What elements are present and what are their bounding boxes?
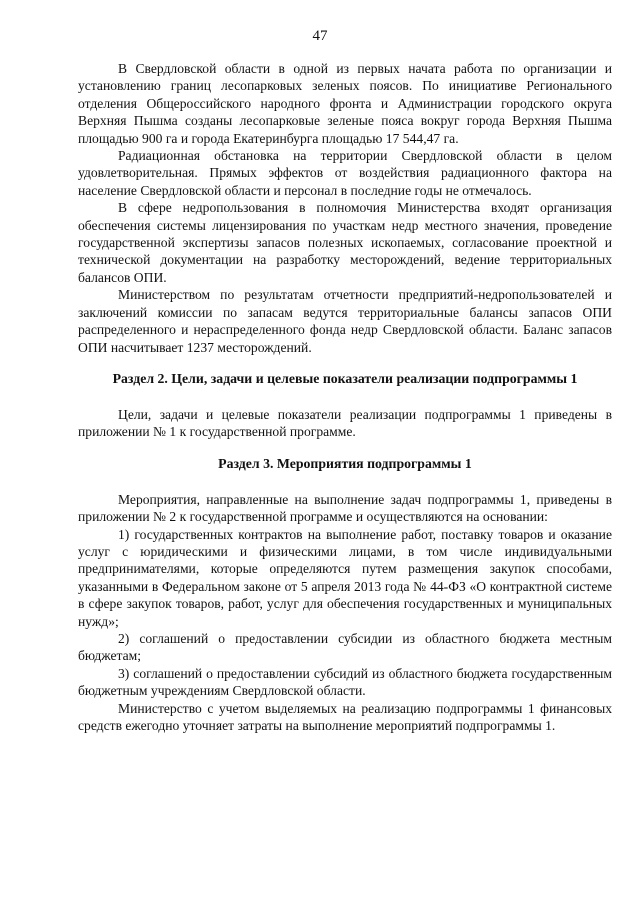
- section-2-text: Цели, задачи и целевые показатели реализации подпрограммы 1 приведены в приложении № 1 к государственной программе.: [78, 406, 612, 440]
- section-3-heading: Раздел 3. Мероприятия подпрограммы 1: [218, 455, 472, 471]
- section-3-intro: Мероприятия, направленные на выполнение задач подпрограммы 1, приведены в приложении № 2 к государственной программе и осуществляются на основании:: [78, 491, 612, 525]
- document-body: [78, 60, 612, 734]
- paragraph-radiation: Радиационная обстановка на территории Свердловской области в целом удовлетворительная. Прямых эффектов от воздействия радиационного фактора на население Свердловской области и персонал в последние годы не отмечалось.: [78, 148, 612, 198]
- section-2-heading: Раздел 2. Цели, задачи и целевые показатели реализации подпрограммы 1: [112, 370, 578, 386]
- list-item: 1) государственных контрактов на выполнение работ, поставку товаров и оказание услуг с юридическими и физическими лицами, в том числе индивидуальными предпринимателями, которые определяются путем размещения закупок способами, указанными в Федеральном законе от 5 апреля 2013 года № 44-ФЗ «О контрактной системе в сфере закупок товаров, работ, услуг для обеспечения государственных и муниципальных нужд»;: [78, 526, 612, 629]
- section-3-closing: Министерство с учетом выделяемых на реализацию подпрограммы 1 финансовых средств ежегодно уточняет затраты на выполнение мероприятий подпрограммы 1.: [78, 700, 612, 733]
- paragraph-forest-belts: В Свердловской области в одной из первых начата работа по организации и установлению границ лесопарковых зеленых поясов. По инициативе Регионального отделения Общероссийского народного фронта и Администрации городского округа Верхняя Пышма созданы лесопарковые зеленые пояса вокруг города Верхняя Пышма площадью 900 га и города Екатеринбурга площадью 17 544,47 га.: [78, 61, 612, 146]
- paragraph-subsoil-use: В сфере недропользования в полномочия Министерства входят организация обеспечения системы лицензирования по участкам недр местного значения, проведение государственной экспертизы запасов полезных ископаемых, согласование проектной и технической документации на разработку месторождений, ведение территориальных балансов ОПИ.: [78, 200, 612, 285]
- list-item: 2) соглашений о предоставлении субсидии из областного бюджета местным бюджетам;: [78, 630, 612, 664]
- page-number: 47: [312, 28, 328, 44]
- list-item: 3) соглашений о предоставлении субсидий из областного бюджета государственным бюджетным учреждениям Свердловской области.: [78, 665, 612, 699]
- paragraph-balances: Министерством по результатам отчетности предприятий-недропользователей и заключений комиссии по запасам ведутся территориальные балансы запасов ОПИ распределенного и нераспределенного фонда недр Свердловской области. Баланс запасов ОПИ насчитывает 1237 месторождений.: [78, 287, 612, 355]
